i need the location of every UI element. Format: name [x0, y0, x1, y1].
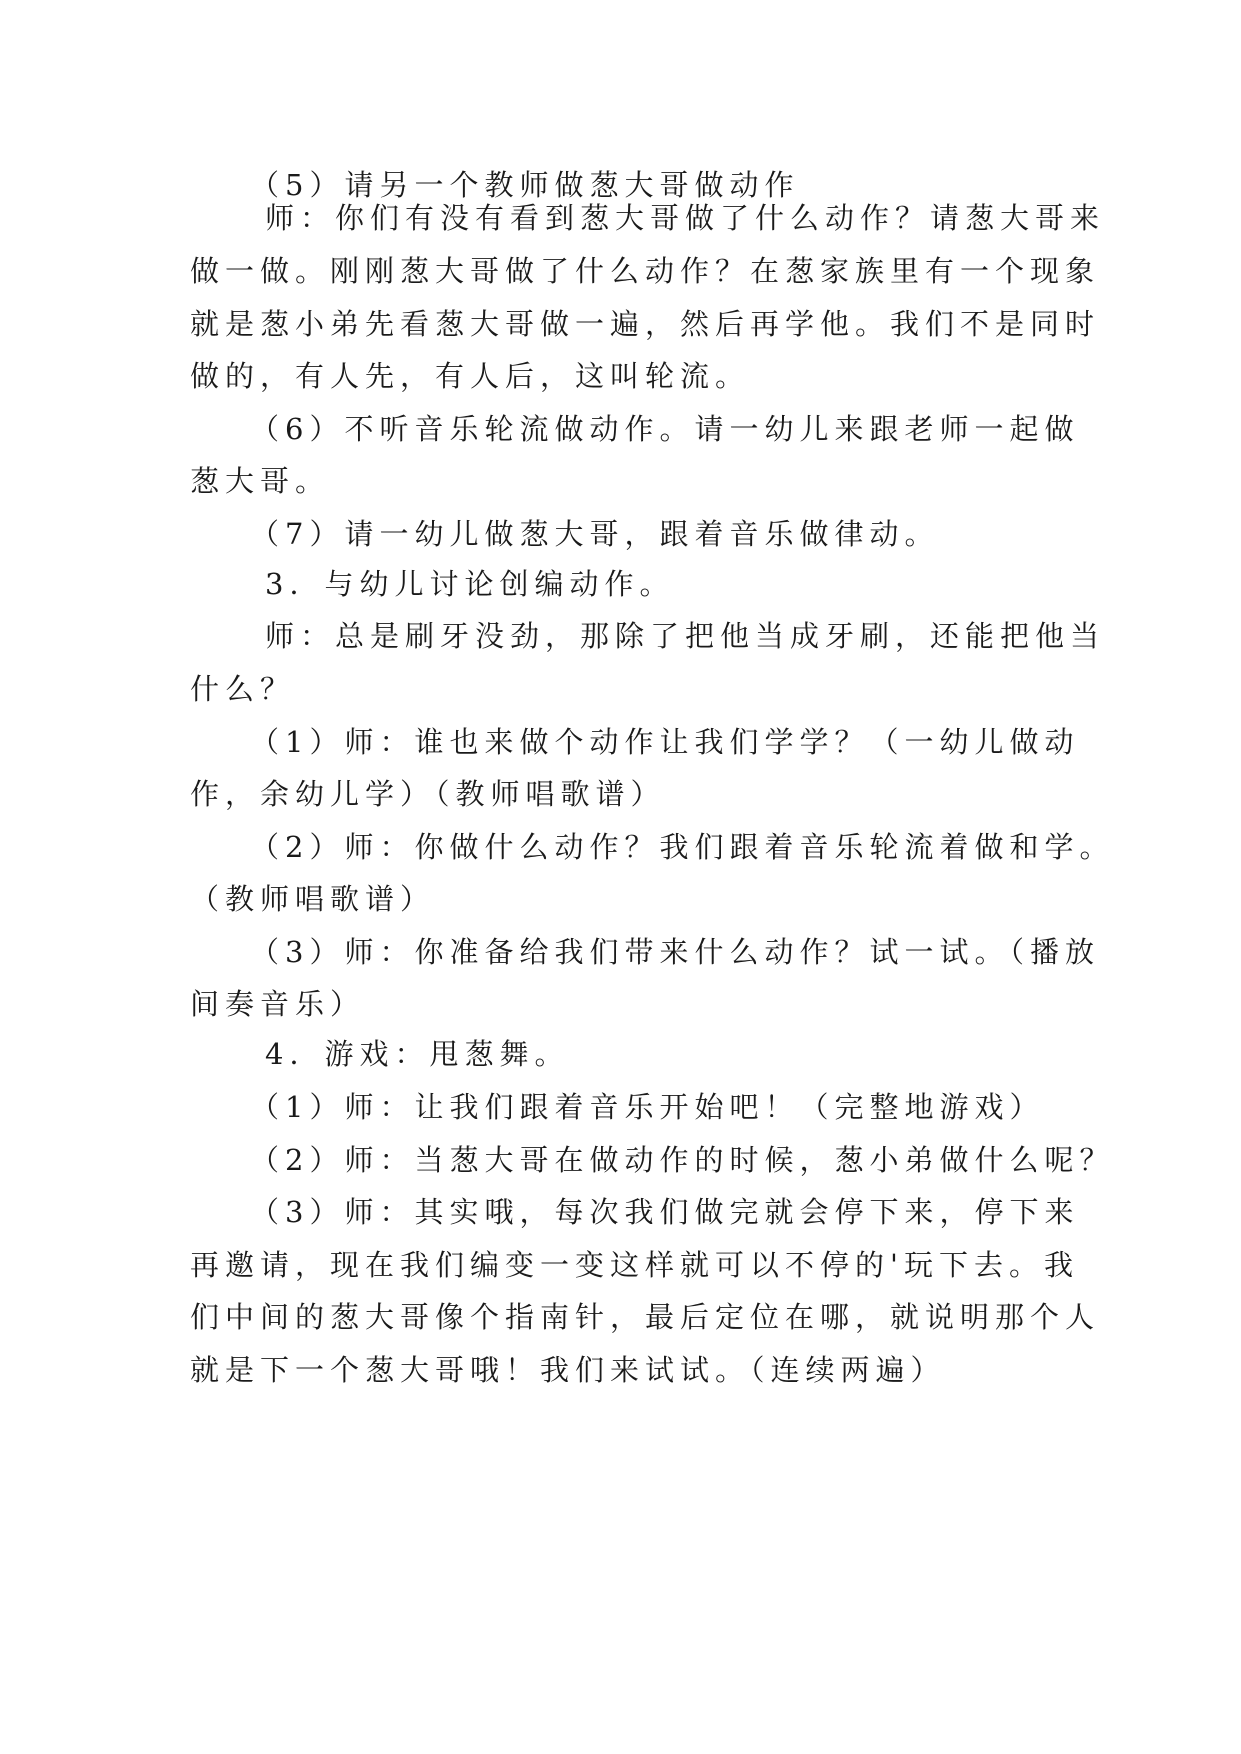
paragraph-line: 再邀请，现在我们编变一变这样就可以不停的'玩下去。我	[190, 1248, 1079, 1282]
paragraph-line: 做一做。刚刚葱大哥做了什么动作？在葱家族里有一个现象	[190, 254, 1101, 288]
paragraph-line: 3．与幼儿讨论创编动作。	[265, 567, 675, 601]
paragraph-line: （3）师：你准备给我们带来什么动作？试一试。（播放	[250, 935, 1100, 969]
paragraph-line: （2）师：你做什么动作？我们跟着音乐轮流着做和学。	[250, 830, 1115, 864]
paragraph-line: （7）请一幼儿做葱大哥，跟着音乐做律动。	[250, 517, 940, 551]
paragraph-line: （1）师：让我们跟着音乐开始吧！（完整地游戏）	[250, 1090, 1045, 1124]
paragraph-line: （2）师：当葱大哥在做动作的时候，葱小弟做什么呢？	[250, 1143, 1115, 1177]
paragraph-line: 葱大哥。	[190, 464, 331, 498]
paragraph-line: （6）不听音乐轮流做动作。请一幼儿来跟老师一起做	[250, 412, 1080, 446]
paragraph-line: 作，余幼儿学）（教师唱歌谱）	[190, 777, 666, 811]
paragraph-line: 就是下一个葱大哥哦！我们来试试。（连续两遍）	[190, 1353, 946, 1387]
paragraph-line: 间奏音乐）	[190, 987, 366, 1021]
paragraph-line: 做的，有人先，有人后，这叫轮流。	[190, 359, 751, 393]
paragraph-line: （教师唱歌谱）	[190, 882, 436, 916]
paragraph-line: （3）师：其实哦，每次我们做完就会停下来，停下来	[250, 1195, 1080, 1229]
paragraph-line: （5）请另一个教师做葱大哥做动作	[250, 168, 800, 202]
paragraph-line: 们中间的葱大哥像个指南针，最后定位在哪，就说明那个人	[190, 1300, 1101, 1334]
paragraph-line: （1）师：谁也来做个动作让我们学学？（一幼儿做动	[250, 725, 1080, 759]
paragraph-line: 师：你们有没有看到葱大哥做了什么动作？请葱大哥来	[265, 201, 1106, 235]
paragraph-line: 4．游戏：甩葱舞。	[265, 1037, 570, 1071]
paragraph-line: 师：总是刷牙没劲，那除了把他当成牙刷，还能把他当	[265, 619, 1106, 653]
paragraph-line: 什么？	[190, 672, 296, 706]
paragraph-line: 就是葱小弟先看葱大哥做一遍，然后再学他。我们不是同时	[190, 307, 1101, 341]
